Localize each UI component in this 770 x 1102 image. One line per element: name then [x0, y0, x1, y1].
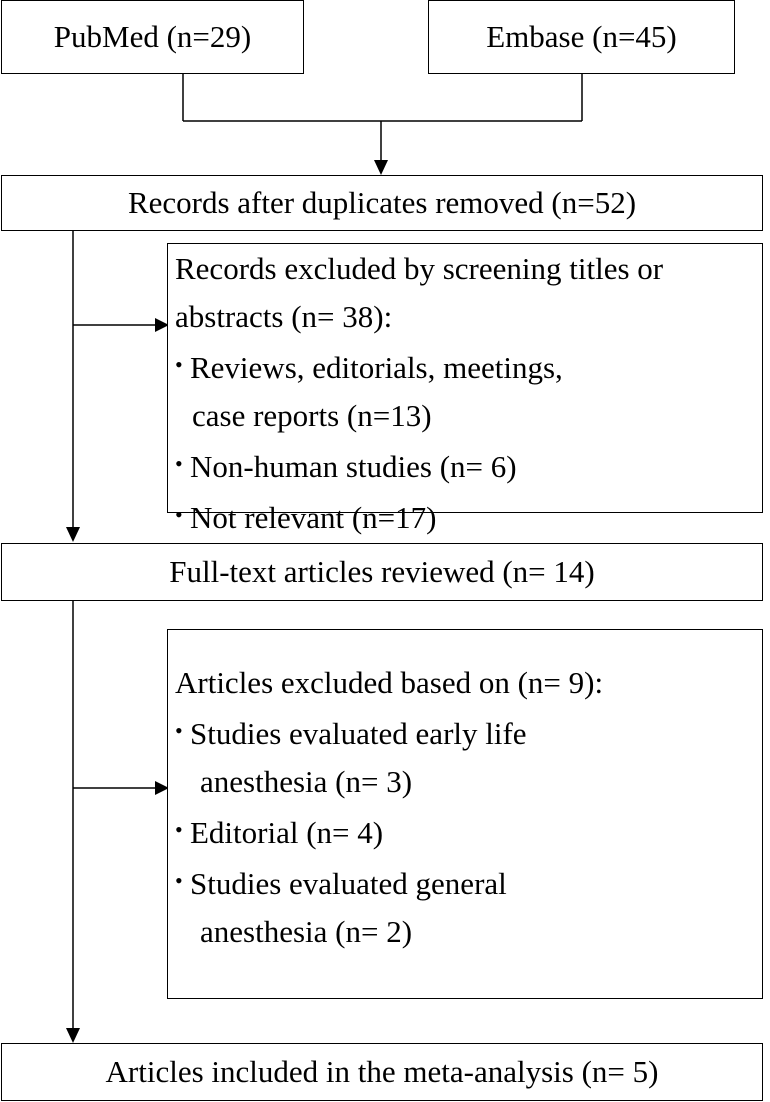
exclusion1-box — [167, 243, 763, 535]
exclusion2-item-text: Editorial (n= 4) — [190, 815, 384, 850]
embase-box — [428, 0, 735, 74]
exclusion2-item-continuation: anesthesia (n= 3) — [200, 764, 413, 799]
bullet-icon: • — [175, 868, 183, 893]
bullet-icon: • — [175, 502, 183, 527]
dedup-box — [1, 175, 763, 231]
exclusion1-title-line2: abstracts (n= 38): — [175, 299, 393, 334]
dedup-label: Records after duplicates removed (n=52) — [127, 185, 637, 220]
pubmed-box — [1, 0, 304, 74]
exclusion2-box — [167, 629, 763, 999]
included-label: Articles included in the meta-analysis (n= 5) — [105, 1054, 659, 1089]
exclusion2-item-text: Studies evaluated general — [190, 866, 507, 901]
exclusion1-item — [175, 440, 762, 491]
pubmed-label: PubMed (n=29) — [53, 19, 252, 54]
fulltext-label: Full-text articles reviewed (n= 14) — [169, 554, 595, 589]
bullet-icon: • — [175, 451, 183, 476]
exclusion1-item-continuation: case reports (n=13) — [192, 398, 432, 433]
exclusion2-item-text: Studies evaluated early life — [190, 716, 527, 751]
fulltext-box — [1, 543, 763, 601]
exclusion2-item-continuation: anesthesia (n= 2) — [200, 914, 413, 949]
exclusion2-item — [175, 707, 762, 758]
bullet-icon: • — [175, 718, 183, 743]
exclusion1-title-line1: Records excluded by screening titles or — [175, 251, 664, 286]
arrowhead-to-included — [66, 1028, 80, 1043]
exclusion2-title: Articles excluded based on (n= 9): — [175, 665, 604, 700]
exclusion1-item-text: Non-human studies (n= 6) — [190, 449, 517, 484]
arrowhead-to-dedup — [374, 160, 388, 175]
exclusion2-item — [175, 857, 762, 908]
embase-label: Embase (n=45) — [486, 19, 677, 54]
arrowhead-to-fulltext — [66, 527, 80, 542]
bullet-icon: • — [175, 817, 183, 842]
exclusion1-item-text: Reviews, editorials, meetings, — [190, 350, 563, 385]
exclusion1-item-text: Not relevant (n=17) — [190, 500, 437, 535]
included-box — [1, 1043, 763, 1101]
exclusion1-item — [175, 341, 762, 392]
exclusion1-item — [175, 491, 762, 542]
exclusion2-item — [175, 806, 762, 857]
bullet-icon: • — [175, 352, 183, 377]
